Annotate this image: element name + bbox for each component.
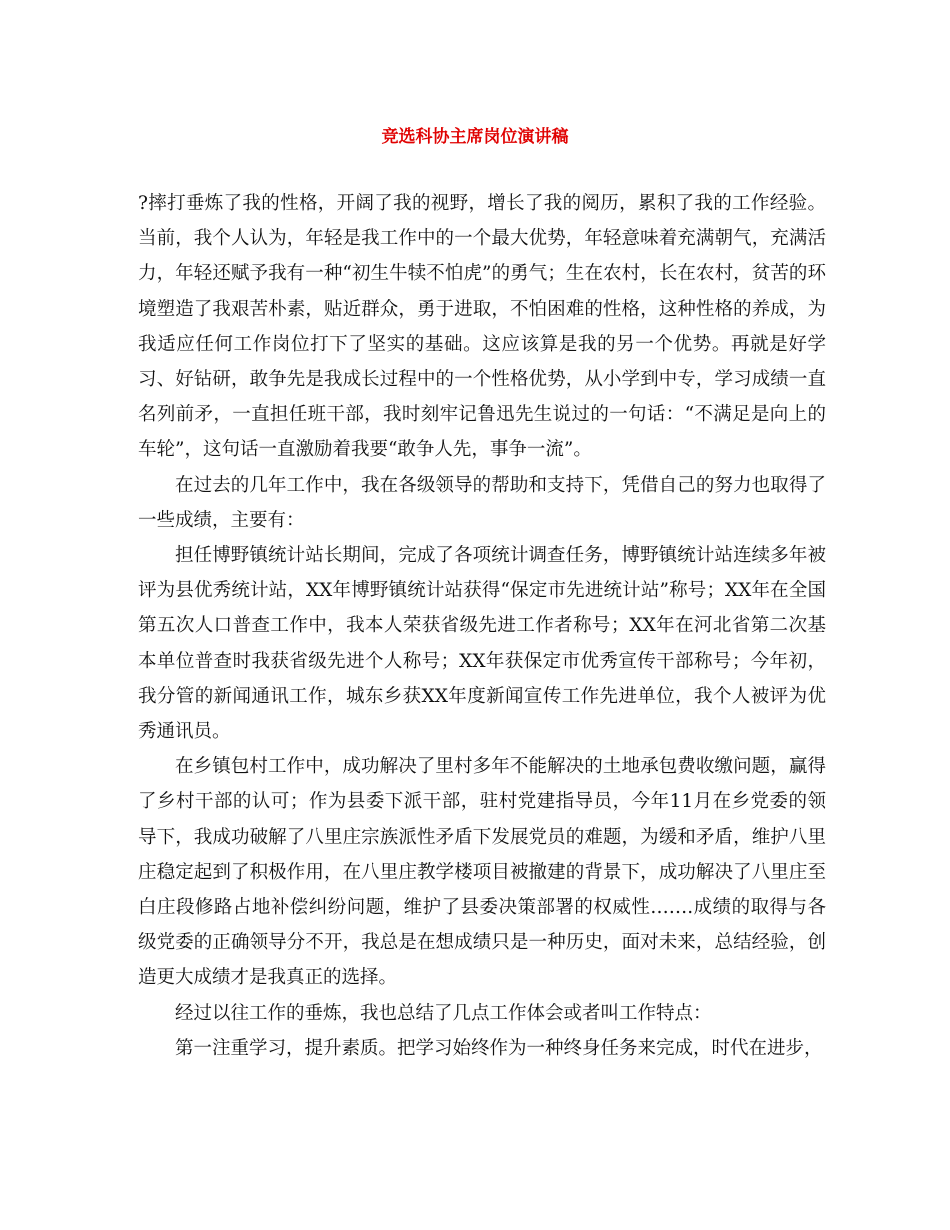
- paragraph-6: 第一注重学习，提升素质。把学习始终作为一种终身任务来完成，时代在进步，: [175, 1037, 823, 1059]
- document-body: [138, 186, 826, 1066]
- paragraph-4: 在乡镇包村工作中，成功解决了里村多年不能解决的土地承包费收缴问题，赢得了乡村干部的认可；作为县委下派干部，驻村党建指导员，今年11月在乡党委的领导下，我成功破解了八里庄宗族派性矛盾下发展党员的难题，为缓和矛盾，维护八里庄稳定起到了积极作用，在八里庄教学楼项目被撤建的背景下，成功解决了八里庄至白庄段修路占地补偿纠纷问题，维护了县委决策部署的权威性…….成绩的取得与各级党委的正确领导分不开，我总是在想成绩只是一种历史，面对未来，总结经验，创造更大成绩才是我真正的选择。: [138, 756, 826, 989]
- paragraph-5: 经过以往工作的垂炼，我也总结了几点工作体会或者叫工作特点：: [175, 1002, 712, 1024]
- document-title: 竞选科协主席岗位演讲稿: [381, 127, 569, 147]
- paragraph-3: 担任博野镇统计站长期间，完成了各项统计调查任务，博野镇统计站连续多年被评为县优秀统计站，XX年博野镇统计站获得“保定市先进统计站”称号；XX年在全国第五次人口普查工作中，我本人荣获省级先进工作者称号；XX年在河北省第二次基本单位普查时我获省级先进个人称号；XX年获保定市优秀宣传干部称号；今年初，我分管的新闻通讯工作，城东乡获XX年度新闻宣传工作先进单位，我个人被评为优秀通讯员。: [138, 545, 826, 743]
- paragraph-1: ?摔打垂炼了我的性格，开阔了我的视野，增长了我的阅历，累积了我的工作经验。当前，我个人认为，年轻是我工作中的一个最大优势，年轻意味着充满朝气，充满活力，年轻还赋予我有一种“初生牛犊不怕虎”的勇气；生在农村，长在农村，贫苦的环境塑造了我艰苦朴素，贴近群众，勇于进取，不怕困难的性格，这种性格的养成，为我适应任何工作岗位打下了坚实的基础。这应该算是我的另一个优势。再就是好学习、好钻研，敢争先是我成长过程中的一个性格优势，从小学到中专，学习成绩一直名列前矛，一直担任班干部，我时刻牢记鲁迅先生说过的一句话：“不满足是向上的车轮”，这句话一直激励着我要“敢争人先，事争一流”。: [138, 193, 826, 461]
- paragraph-2: 在过去的几年工作中，我在各级领导的帮助和支持下，凭借自己的努力也取得了一些成绩，主要有：: [138, 474, 826, 531]
